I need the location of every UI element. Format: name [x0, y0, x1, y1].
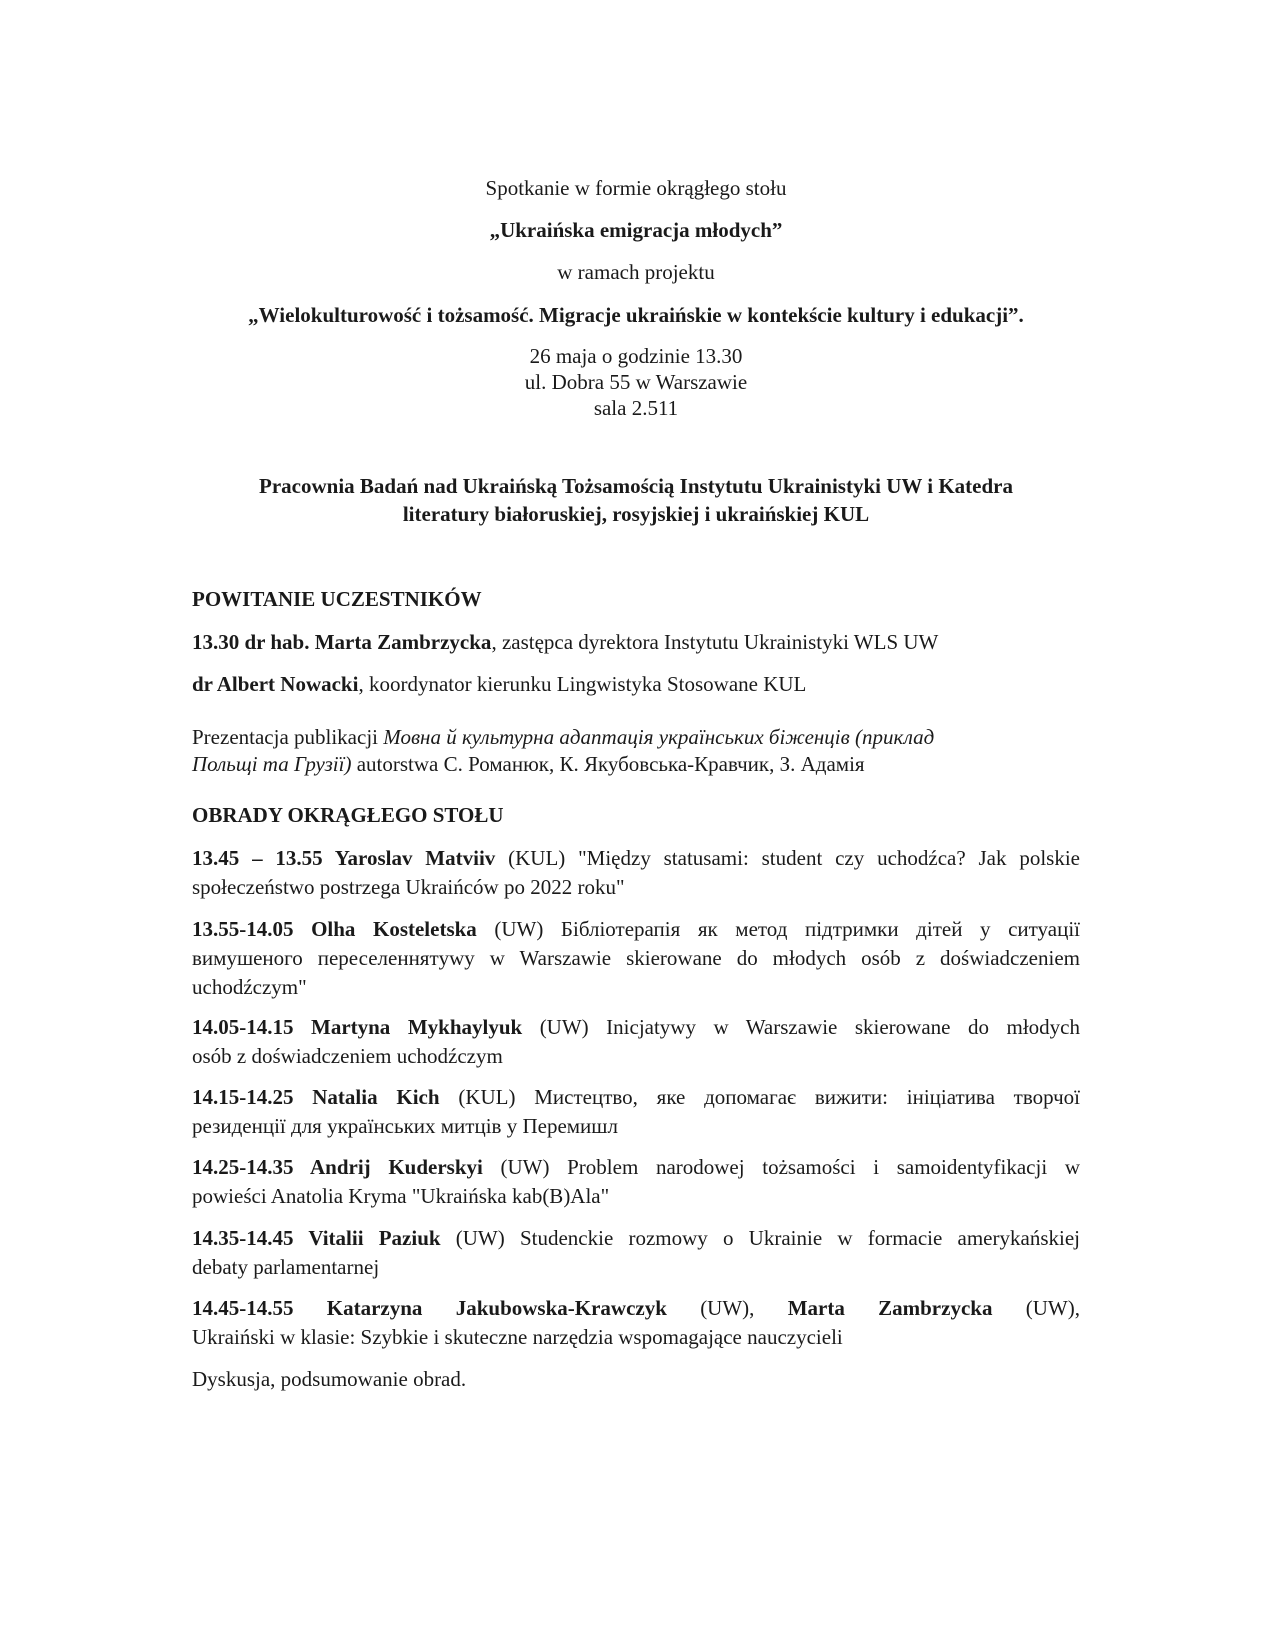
closing-text: Dyskusja, podsumowanie obrad. [192, 1367, 467, 1391]
event-room: sala 2.511 [593, 396, 679, 420]
talk-7-speaker-1: 14.45-14.55 Katarzyna Jakubowska-Krawczyk [192, 1296, 667, 1320]
event-title [192, 216, 1080, 245]
closing-line [192, 1365, 1080, 1394]
talk-3 [192, 1013, 1080, 1071]
welcome-role-2: , koordynator kierunku Lingwistyka Stosowane KUL [358, 672, 807, 696]
talk-3-title-1: (UW) Inicjatywy w Warszawie skierowane do młodych [522, 1015, 1080, 1039]
talk-2-title-2: вимушеного переселеннятywy w Warszawie skierowane do młodych osób z doświadczeniem [192, 946, 1080, 970]
talk-2-title-1: (UW) Бібліотерапія як метод підтримки дітей у ситуації [476, 917, 1080, 941]
talk-5-title-1: (UW) Problem narodowej tożsamości i samoidentyfikacji w [482, 1155, 1080, 1179]
event-date: 26 maja o godzinie 13.30 [529, 344, 743, 368]
talk-5-speaker: 14.25-14.35 Andrij Kuderskyi [192, 1155, 483, 1179]
project-title-text: „Wielokulturowość i tożsamość. Migracje ukraińskie w kontekście kultury i edukacji”. [248, 303, 1024, 327]
event-details [192, 343, 1080, 421]
talk-6-speaker: 14.35-14.45 Vitalii Paziuk [192, 1226, 441, 1250]
intro-text: Spotkanie w formie okrągłego stołu [485, 176, 787, 200]
talk-6-title-1: (UW) Studenckie rozmowy o Ukrainie w formacie amerykańskiej [440, 1226, 1080, 1250]
presentation-prefix: Prezentacja publikacji [192, 725, 384, 749]
talk-7-affiliation-1: (UW), [666, 1296, 788, 1320]
welcome-role-1: , zastępca dyrektora Instytutu Ukrainistyki WLS UW [491, 630, 939, 654]
talk-1 [192, 844, 1080, 902]
talk-3-title-2: osób z doświadczeniem uchodźczym [192, 1044, 503, 1068]
session-heading [192, 801, 1080, 830]
talk-4-title-1: (KUL) Мистецтво, яке допомагає вижити: ініціатива творчої [439, 1085, 1080, 1109]
project-intro [192, 258, 1080, 287]
talk-1-speaker: 13.45 – 13.55 Yaroslav Matviiv [192, 846, 496, 870]
publication-title-line-1: Мовна й культурна адаптація українських біженців (приклад [383, 725, 935, 749]
organizers-line-1: Pracownia Badań nad Ukraińską Tożsamością Instytutu Ukrainistyki UW i Katedra [259, 474, 1013, 498]
talk-4-speaker: 14.15-14.25 Natalia Kich [192, 1085, 440, 1109]
session-heading-text: OBRADY OKRĄGŁEGO STOŁU [192, 803, 504, 827]
talk-2-speaker: 13.55-14.05 Olha Kosteletska [192, 917, 477, 941]
talk-1-title-1: (KUL) "Między statusami: student czy uchodźca? Jak polskie [495, 846, 1080, 870]
talk-4 [192, 1083, 1080, 1141]
talk-7-speaker-2: Marta Zambrzycka [787, 1296, 993, 1320]
talk-3-speaker: 14.05-14.15 Martyna Mykhaylyuk [192, 1015, 523, 1039]
event-title-text: „Ukraińska emigracja młodych” [489, 218, 783, 242]
event-address: ul. Dobra 55 w Warszawie [524, 370, 748, 394]
talk-2-title-3: uchodźczym" [192, 975, 307, 999]
talk-7-affiliation-2: (UW), [992, 1296, 1080, 1320]
project-intro-text: w ramach projektu [557, 260, 715, 284]
publication-authors: autorstwa С. Романюк, К. Якубовська-Кравчик, З. Адамія [351, 752, 865, 776]
welcome-speaker-1: 13.30 dr hab. Marta Zambrzycka [192, 630, 492, 654]
organizers-line-2: literatury białoruskiej, rosyjskiej i ukraińskiej KUL [402, 502, 870, 526]
publication-title-line-2: Польщі та Грузії) [192, 752, 352, 776]
talk-6 [192, 1224, 1080, 1282]
talk-5 [192, 1153, 1080, 1211]
talk-5-title-2: powieści Anatolia Kryma "Ukraińska kab(B)Ala" [192, 1184, 610, 1208]
talk-6-title-2: debaty parlamentarnej [192, 1255, 380, 1279]
talk-1-title-2: społeczeństwo postrzega Ukraińców po 2022 roku" [192, 875, 625, 899]
talk-2 [192, 915, 1080, 1002]
talk-7-title: Ukraiński w klasie: Szybkie i skuteczne narzędzia wspomagające nauczycieli [192, 1325, 843, 1349]
welcome-speaker-2: dr Albert Nowacki [192, 672, 359, 696]
project-title [172, 301, 1100, 330]
organizers [192, 472, 1080, 528]
talk-4-title-2: резиденції для українських митців у Перемишл [192, 1114, 618, 1138]
welcome-heading [192, 585, 1080, 614]
talk-7 [192, 1294, 1080, 1352]
intro-line [192, 174, 1080, 203]
welcome-heading-text: POWITANIE UCZESTNIKÓW [192, 587, 482, 611]
publication-presentation [192, 724, 1080, 778]
welcome-item-1 [192, 628, 1080, 657]
welcome-item-2 [192, 670, 1080, 699]
